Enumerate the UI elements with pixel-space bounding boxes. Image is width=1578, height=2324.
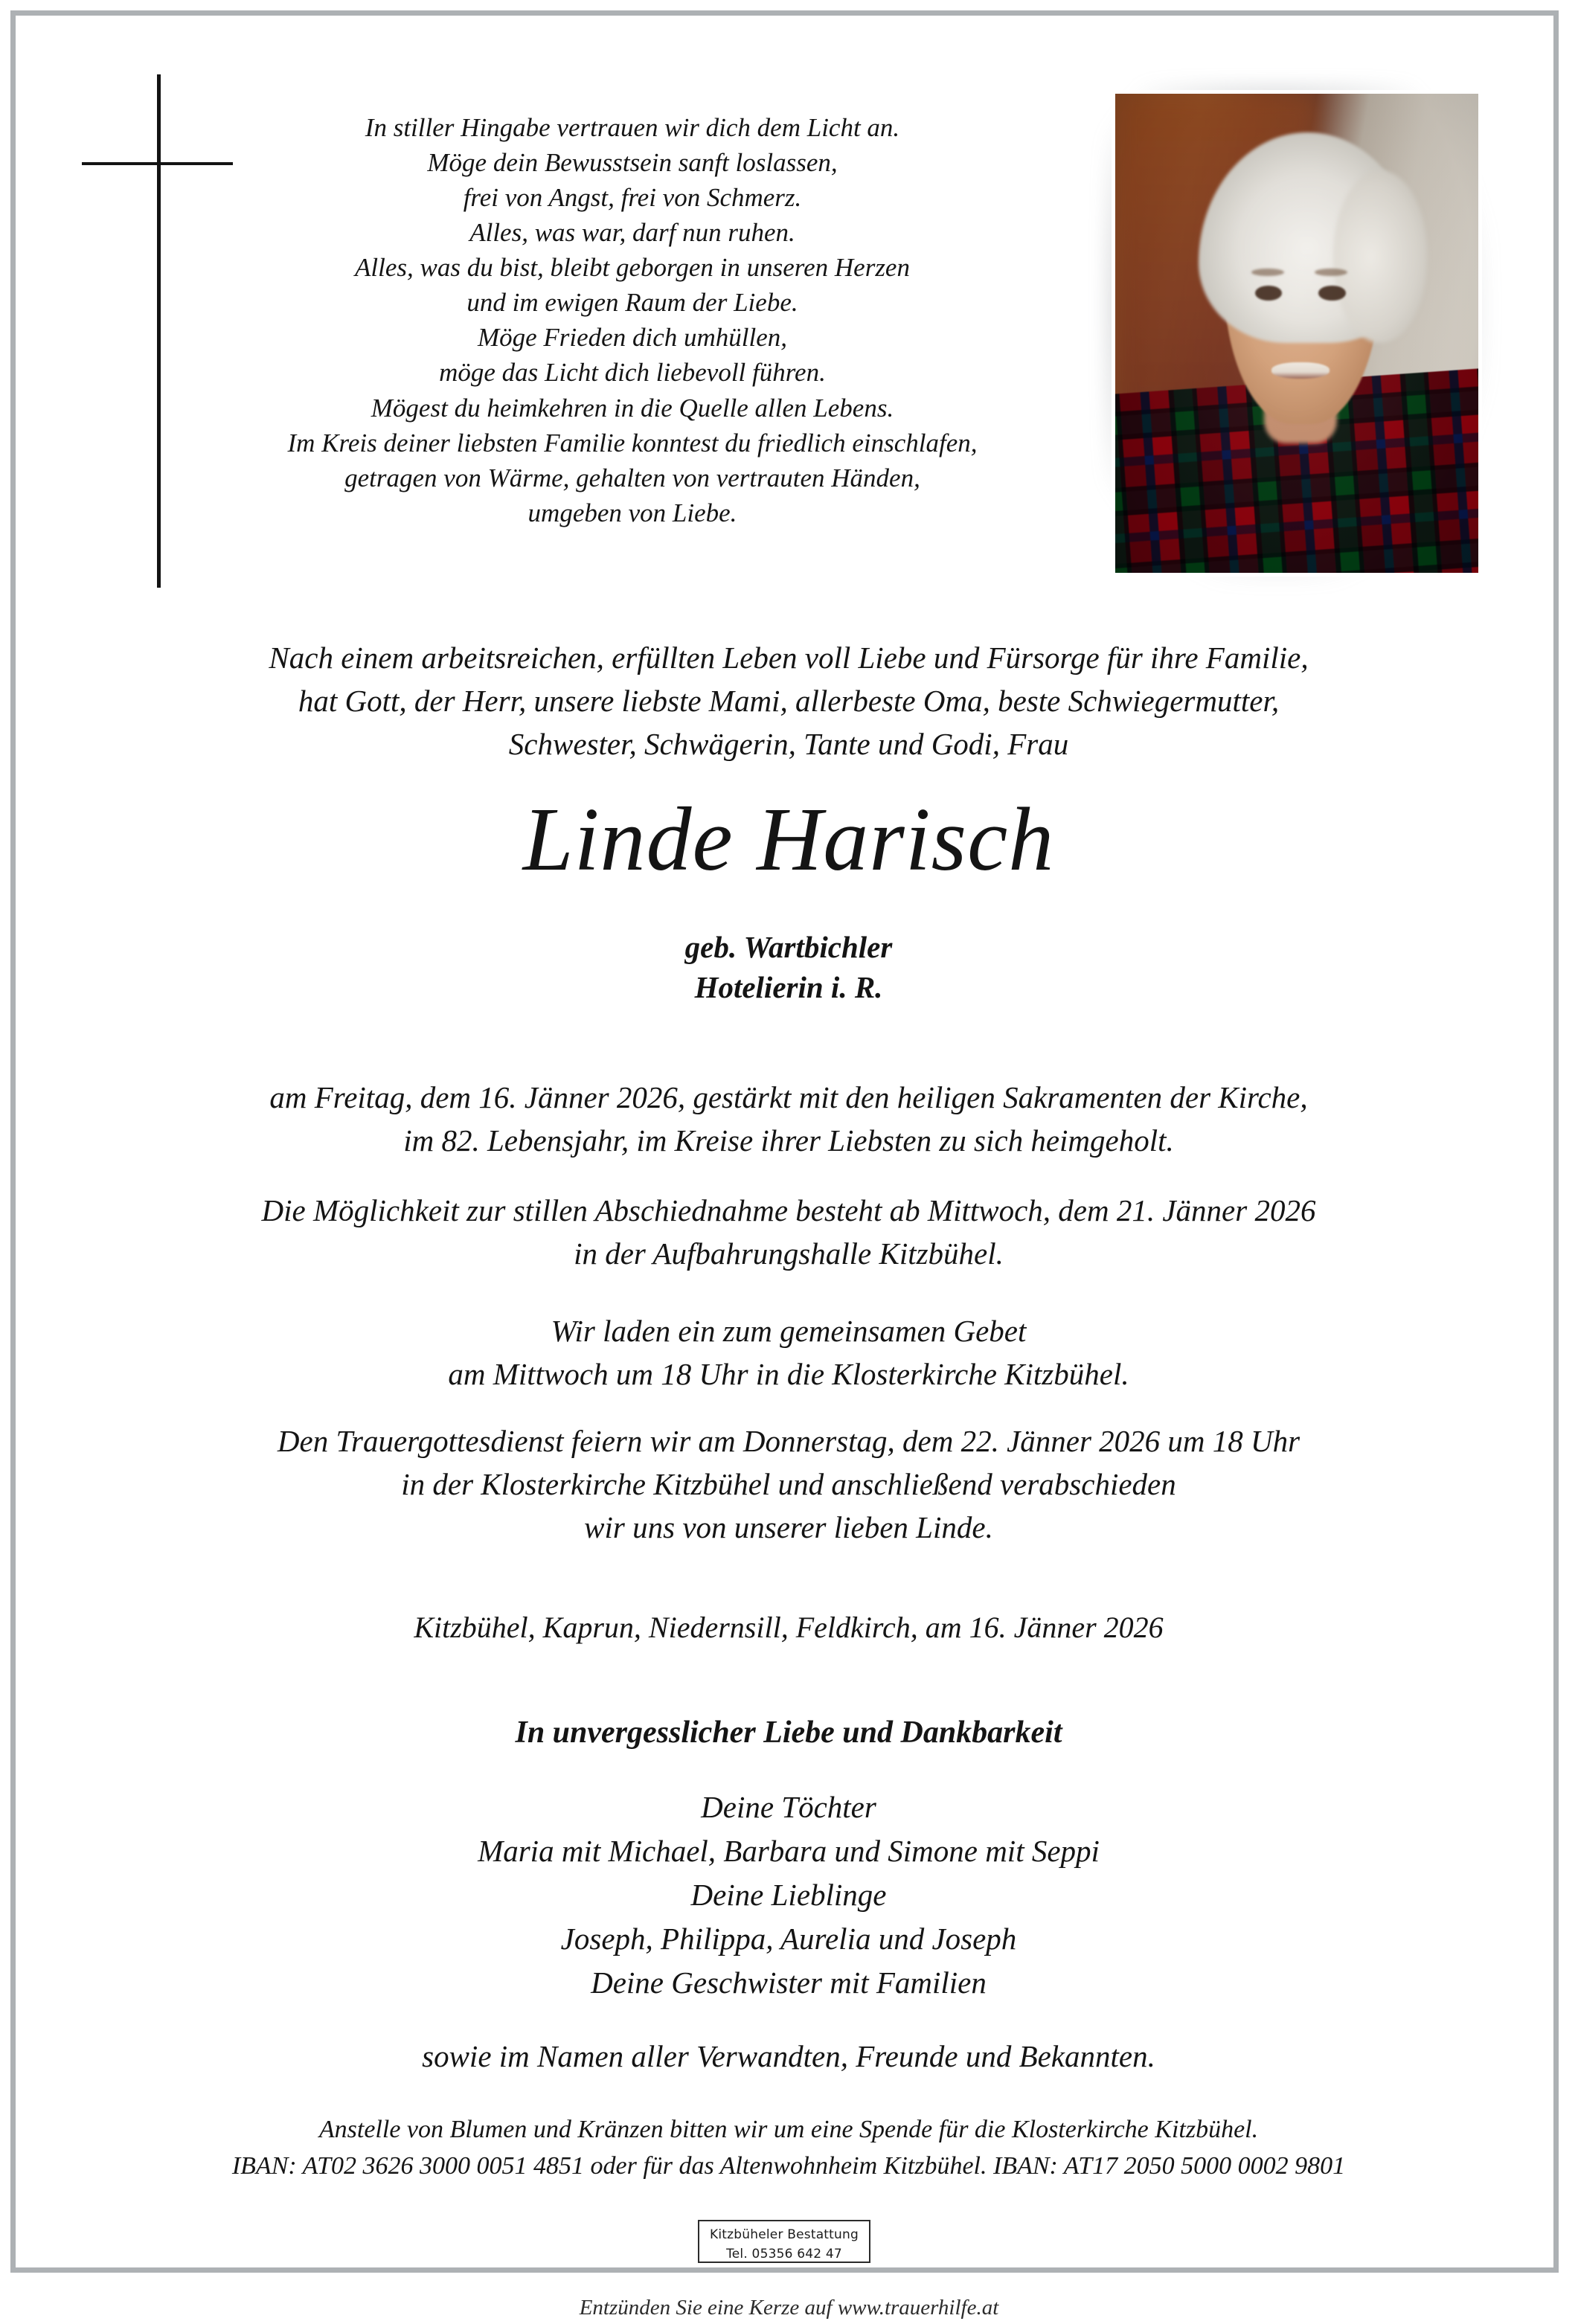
donation-line: Anstelle von Blumen und Kränzen bitten wir um eine Spende für die Klosterkirche Kitzbühel. [318,2116,1259,2143]
cross-horizontal-bar [82,162,233,165]
deceased-subtitle [156,927,1421,1007]
poem-line: Im Kreis deiner liebsten Familie konntest du friedlich einschlafen, [287,428,978,458]
viewing-line: in der Aufbahrungshalle Kitzbühel. [574,1236,1004,1271]
poem-line: getragen von Wärme, gehalten von vertrauten Händen, [344,463,920,492]
death-details [134,1076,1443,1162]
portrait-photo-frame [1103,82,1491,585]
donation-information [134,2111,1443,2185]
dedication-heading: In unvergesslicher Liebe und Dankbarkeit [515,1715,1062,1750]
footer-candle-link[interactable]: Entzünden Sie eine Kerze auf www.trauerhilfe.at [579,2296,999,2320]
prayer-line: am Mittwoch um 18 Uhr in die Klosterkirche Kitzbühel. [448,1357,1129,1392]
family-line: Deine Töchter [701,1790,876,1824]
prayer-invitation [134,1309,1443,1396]
family-line: Deine Lieblinge [690,1878,887,1913]
intro-line: Schwester, Schwägerin, Tante und Godi, Frau [508,727,1069,762]
surviving-family-list [156,1785,1421,2005]
undertaker-name: Kitzbüheler Bestattung [710,2227,859,2242]
donation-line: IBAN: AT02 3626 3000 0051 4851 oder für das Altenwohnheim Kitzbühel. IBAN: AT17 2050 5000 0002 9801 [231,2152,1346,2180]
memorial-poem [246,110,1019,530]
places-and-date: Kitzbühel, Kaprun, Niedernsill, Feldkirch, am 16. Jänner 2026 [414,1611,1164,1644]
poem-line: möge das Licht dich liebevoll führen. [439,358,826,388]
undertaker-stamp [698,2220,870,2263]
death-line: am Freitag, dem 16. Jänner 2026, gestärkt mit den heiligen Sakramenten der Kirche, [269,1080,1308,1114]
latin-cross-icon [82,74,238,588]
service-line: in der Klosterkirche Kitzbühel und anschließend verabschieden [401,1467,1176,1502]
death-line: im 82. Lebensjahr, im Kreise ihrer Liebsten zu sich heimgeholt. [403,1123,1174,1158]
poem-line: In stiller Hingabe vertrauen wir dich dem Licht an. [365,113,900,142]
family-line: Deine Geschwister mit Familien [591,1965,987,2000]
poem-line: Möge dein Bewusstsein sanft loslassen, [427,148,838,178]
poem-line: und im ewigen Raum der Liebe. [466,288,798,318]
family-line: Maria mit Michael, Barbara und Simone mit Seppi [478,1834,1100,1869]
service-line: Den Trauergottesdienst feiern wir am Donnerstag, dem 22. Jänner 2026 um 18 Uhr [277,1424,1300,1458]
maiden-name: geb. Wartbichler [684,930,893,964]
poem-line: Alles, was war, darf nun ruhen. [469,218,795,248]
viewing-line: Die Möglichkeit zur stillen Abschiednahme besteht ab Mittwoch, dem 21. Jänner 2026 [261,1193,1316,1227]
poem-line: umgeben von Liebe. [527,498,737,527]
prayer-line: Wir laden ein zum gemeinsamen Gebet [551,1314,1027,1348]
intro-line: hat Gott, der Herr, unsere liebste Mami, allerbeste Oma, beste Schwiegermutter, [298,684,1280,719]
cross-vertical-bar [157,74,161,588]
funeral-service-details [134,1419,1443,1550]
family-line: Joseph, Philippa, Aurelia und Joseph [560,1922,1017,1957]
portrait-of-deceased [1115,94,1478,573]
intro-paragraph [156,636,1421,766]
poem-line: Alles, was du bist, bleibt geborgen in unseren Herzen [355,253,910,283]
service-line: wir uns von unserer lieben Linde. [584,1510,993,1545]
poem-line: Möge Frieden dich umhüllen, [477,323,787,353]
intro-line: Nach einem arbeitsreichen, erfüllten Leben voll Liebe und Fürsorge für ihre Familie, [269,641,1309,675]
deceased-name: Linde Harisch [522,789,1055,890]
portrait-vignette [1115,94,1478,573]
poem-line: Mögest du heimkehren in die Quelle allen Lebens. [371,393,894,423]
all-relatives-line: sowie im Namen aller Verwandten, Freunde und Bekannten. [422,2039,1155,2073]
viewing-details [134,1189,1443,1275]
poem-line: frei von Angst, frei von Schmerz. [463,183,802,213]
occupation: Hotelierin i. R. [694,970,883,1005]
undertaker-phone: Tel. 05356 642 47 [726,2246,842,2262]
